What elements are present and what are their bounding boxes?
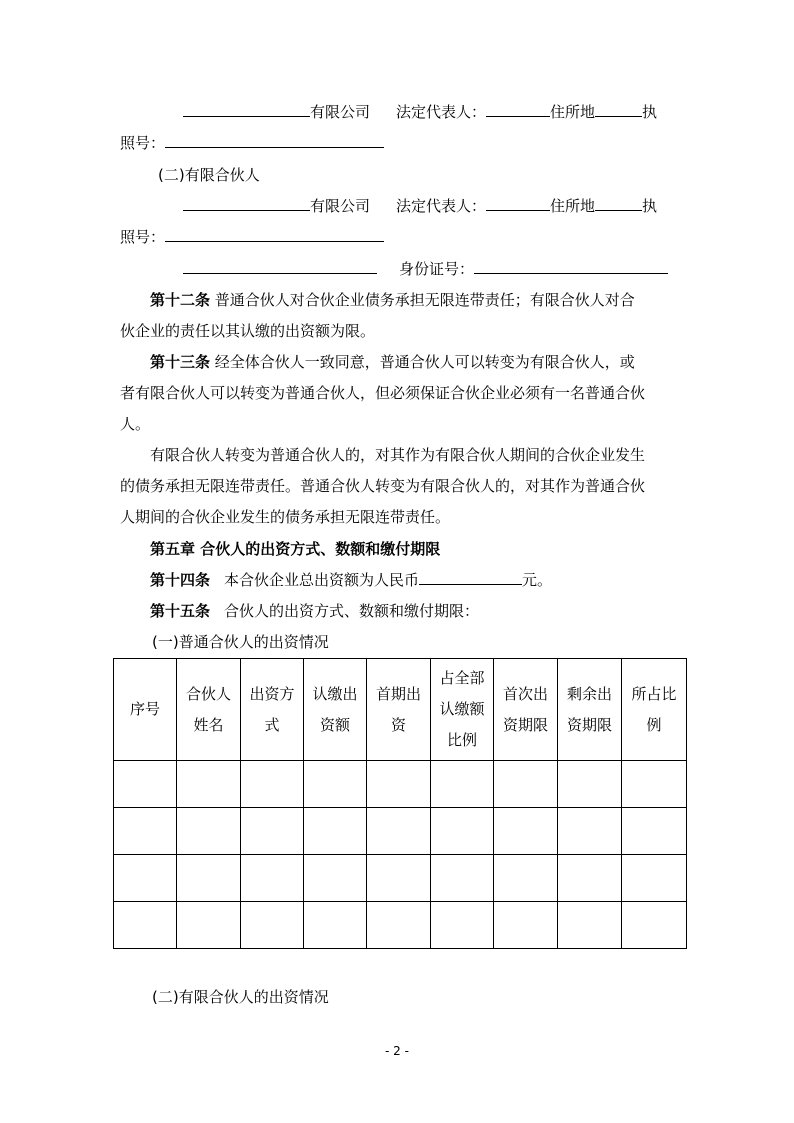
header-cell: 首次出 资期限 [494,659,558,761]
article-14-line [150,565,716,595]
table-cell[interactable] [558,761,622,808]
table-cell[interactable] [177,761,241,808]
chapter-5-heading: 第五章 合伙人的出资方式、数额和缴付期限 [150,540,441,558]
table-cell[interactable] [304,761,367,808]
limited-partner-heading: (二)有限合伙人 [158,166,260,184]
name-blank [183,257,377,274]
limited-partner-contribution-heading: (二)有限合伙人的出资情况 [152,988,329,1006]
table-row [114,808,687,855]
residence-blank [595,194,642,211]
table-cell[interactable] [431,902,494,949]
header-cell: 占全部 认缴额 比例 [431,659,494,761]
table-cell[interactable] [114,761,177,808]
table-cell[interactable] [367,902,431,949]
article-13-line-2: 者有限合伙人可以转变为普通合伙人，但必须保证合伙企业必须有一名普通合伙 [120,384,646,402]
header-cell: 认缴出 资额 [304,659,367,761]
article-13-text-1: 经全体合伙人一致同意，普通合伙人可以转变为有限合伙人，或 [214,353,635,371]
table-cell[interactable] [114,808,177,855]
residence-blank [595,100,642,117]
article-13-line-1 [150,347,686,377]
exec-label: 执 [642,197,658,215]
table-cell[interactable] [494,902,558,949]
company-label: 有限公司 [310,197,371,215]
table-cell[interactable] [558,855,622,902]
article-14-text-after: 元。 [522,571,553,589]
table-cell[interactable] [494,808,558,855]
company-name-blank [183,100,310,117]
legal-rep-blank [486,194,550,211]
header-cell: 出资方 式 [241,659,304,761]
header-cell: 序号 [114,659,177,761]
article-15-label: 第十五条 [150,602,211,620]
table-row [114,902,687,949]
header-cell: 剩余出 资期限 [558,659,622,761]
page-number: - 2 - [385,1044,409,1058]
table-cell[interactable] [622,902,687,949]
article-12-label: 第十二条 [150,291,211,309]
company-name-blank [183,194,310,211]
total-capital-blank [419,568,522,585]
table-cell[interactable] [622,808,687,855]
header-cell: 首期出 资 [367,659,431,761]
table-cell[interactable] [431,855,494,902]
legal-rep-label: 法定代表人： [396,197,487,215]
legal-rep-label: 法定代表人： [396,103,487,121]
table-cell[interactable] [431,761,494,808]
article-12-text-1: 普通合伙人对合伙企业债务承担无限连带责任；有限合伙人对合 [214,291,635,309]
contribution-table [113,658,687,949]
table-cell[interactable] [177,808,241,855]
lp-company-line [183,191,686,221]
table-cell[interactable] [558,808,622,855]
table-cell[interactable] [304,855,367,902]
general-partner-contribution-heading: (一)普通合伙人的出资情况 [152,633,329,651]
header-cell: 所占比 例 [622,659,687,761]
article-14-text-before: 本合伙企业总出资额为人民币 [224,571,420,589]
article-12-line-2: 伙企业的责任以其认缴的出资额为限。 [120,322,376,340]
table-cell[interactable] [622,855,687,902]
article-14-label: 第十四条 [150,571,211,589]
legal-rep-blank [486,100,550,117]
paragraph-line-3: 人期间的合伙企业发生的债务承担无限连带责任。 [120,508,451,526]
article-12-line-1 [150,285,686,315]
table-cell[interactable] [367,761,431,808]
residence-label: 住所地 [550,197,596,215]
table-cell[interactable] [177,855,241,902]
table-cell[interactable] [241,902,304,949]
table-cell[interactable] [558,902,622,949]
license-label: 照号： [120,228,166,246]
id-label: 身份证号： [399,260,475,278]
table-row [114,855,687,902]
paragraph-line-2: 的债务承担无限连带责任。普通合伙人转变为有限合伙人的，对其作为普通合伙 [120,477,646,495]
table-cell[interactable] [304,808,367,855]
article-13-line-3: 人。 [120,415,151,433]
id-blank [474,257,668,274]
table-cell[interactable] [494,855,558,902]
exec-label: 执 [642,103,658,121]
license-blank [165,225,384,242]
license-label: 照号： [120,134,166,152]
gp-company-line [183,97,686,127]
header-cell: 合伙人 姓名 [177,659,241,761]
table-cell[interactable] [241,808,304,855]
table-cell[interactable] [494,761,558,808]
table-cell[interactable] [304,902,367,949]
license-blank [165,131,384,148]
table-cell[interactable] [114,855,177,902]
table-cell[interactable] [177,902,241,949]
table-cell[interactable] [431,808,494,855]
table-cell[interactable] [241,855,304,902]
article-15-text: 合伙人的出资方式、数额和缴付期限： [224,602,480,620]
paragraph-line-1: 有限合伙人转变为普通合伙人的，对其作为有限合伙人期间的合伙企业发生 [150,446,646,464]
table-cell[interactable] [367,808,431,855]
article-13-label: 第十三条 [150,353,211,371]
table-cell[interactable] [622,761,687,808]
table-cell[interactable] [114,902,177,949]
table-header-row [114,659,687,761]
license-line [120,128,686,158]
table-row [114,761,687,808]
table-cell[interactable] [241,761,304,808]
company-label: 有限公司 [310,103,371,121]
license-line [120,222,686,252]
article-15-line [150,596,716,626]
residence-label: 住所地 [550,103,596,121]
id-line [183,254,749,284]
table-cell[interactable] [367,855,431,902]
